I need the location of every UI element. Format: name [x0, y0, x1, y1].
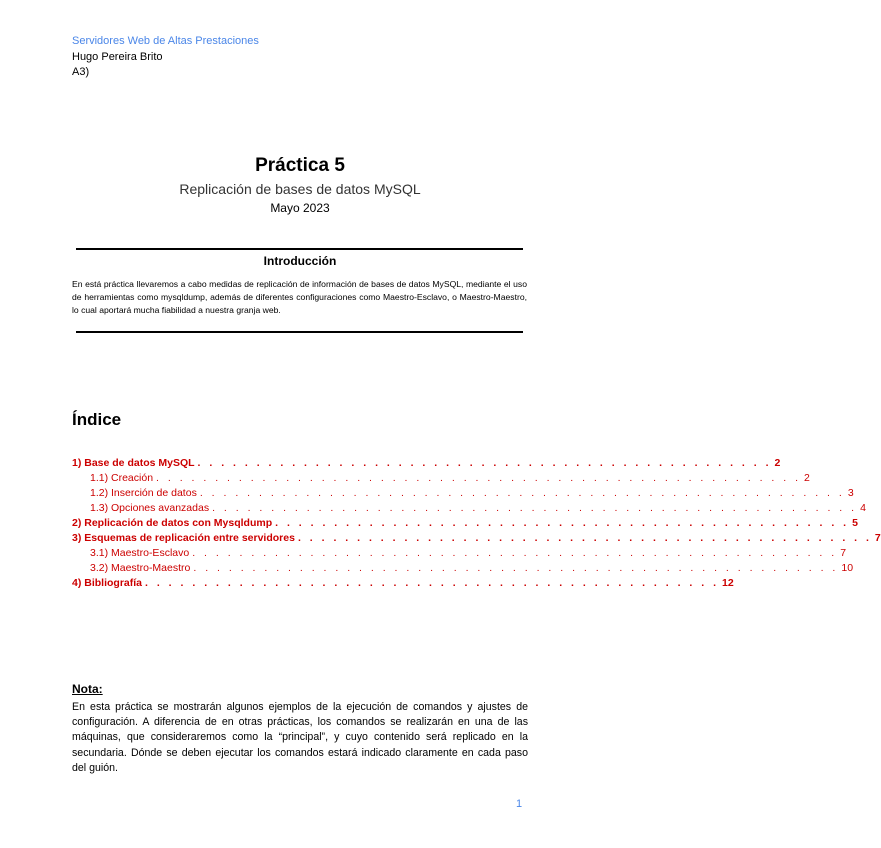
- toc-entry-1-3[interactable]: 1.3) Opciones avanzadas . . . . . . . . . . . . . . . . . . . . . . . . . . . . . . . . . . . . . . . . . . . . . . . . . . . . . . . 4: [90, 502, 866, 514]
- header-group: A3): [72, 66, 90, 78]
- page-number: 1: [516, 798, 523, 810]
- toc-entry-3-2[interactable]: 3.2) Maestro-Maestro . . . . . . . . . . . . . . . . . . . . . . . . . . . . . . . . . . . . . . . . . . . . . . . . . . . . . . . 10: [90, 562, 854, 574]
- toc-entry-2[interactable]: 2) Replicación de datos con Mysqldump . . . . . . . . . . . . . . . . . . . . . . . . . . . . . . . . . . . . . . . . . . . . . . . . . 5: [72, 517, 858, 529]
- page-title: Práctica 5: [255, 155, 345, 176]
- page-date: Mayo 2023: [270, 201, 330, 215]
- toc-entry-1[interactable]: 1) Base de datos MySQL . . . . . . . . . . . . . . . . . . . . . . . . . . . . . . . . . . . . . . . . . . . . . . . . . 2: [72, 457, 781, 469]
- toc-entry-3-1[interactable]: 3.1) Maestro-Esclavo . . . . . . . . . . . . . . . . . . . . . . . . . . . . . . . . . . . . . . . . . . . . . . . . . . . . . . . 7: [90, 547, 847, 559]
- note-text: En esta práctica se mostrarán algunos ejemplos de la ejecución de comandos y ajustes de configuración. A diferencia de en otras prácticas, los comandos se realizarán en una de las máquinas, que consideraremos como la “principal”, y cuyo contenido será replicado en la secundaria. Dónde se deben ejecutar los comandos estará indicado claramente en cada paso del guión.: [72, 701, 528, 774]
- intro-text: En está práctica llevaremos a cabo medidas de replicación de información de bases de datos MySQL, mediante el uso de herramientas como mysqldump, además de diferentes configuraciones como Maestro-Esclavo, o Maestro-Maestro, lo cual aportará mucha fiabilidad a nuestra granja web.: [72, 279, 527, 315]
- bottom-divider: [76, 331, 523, 333]
- header-course: Servidores Web de Altas Prestaciones: [72, 35, 259, 47]
- toc-entry-1-1[interactable]: 1.1) Creación . . . . . . . . . . . . . . . . . . . . . . . . . . . . . . . . . . . . . . . . . . . . . . . . . . . . . . . 2: [90, 472, 810, 484]
- note-heading: Nota:: [72, 682, 103, 696]
- toc-entry-4[interactable]: 4) Bibliografía . . . . . . . . . . . . . . . . . . . . . . . . . . . . . . . . . . . . . . . . . . . . . . . . . 12: [72, 577, 734, 589]
- index-heading: Índice: [72, 410, 122, 429]
- top-divider: [76, 248, 523, 250]
- table-of-contents: [72, 455, 881, 595]
- toc-entry-1-2[interactable]: 1.2) Inserción de datos . . . . . . . . . . . . . . . . . . . . . . . . . . . . . . . . . . . . . . . . . . . . . . . . . . . . . . . 3: [90, 487, 854, 499]
- toc-entry-3[interactable]: 3) Esquemas de replicación entre servidores . . . . . . . . . . . . . . . . . . . . . . . . . . . . . . . . . . . . . . . . . . . . . . . . . 7: [72, 532, 881, 544]
- page-subtitle: Replicación de bases de datos MySQL: [179, 181, 421, 197]
- intro-heading: Introducción: [263, 254, 337, 268]
- header-author: Hugo Pereira Brito: [72, 51, 163, 63]
